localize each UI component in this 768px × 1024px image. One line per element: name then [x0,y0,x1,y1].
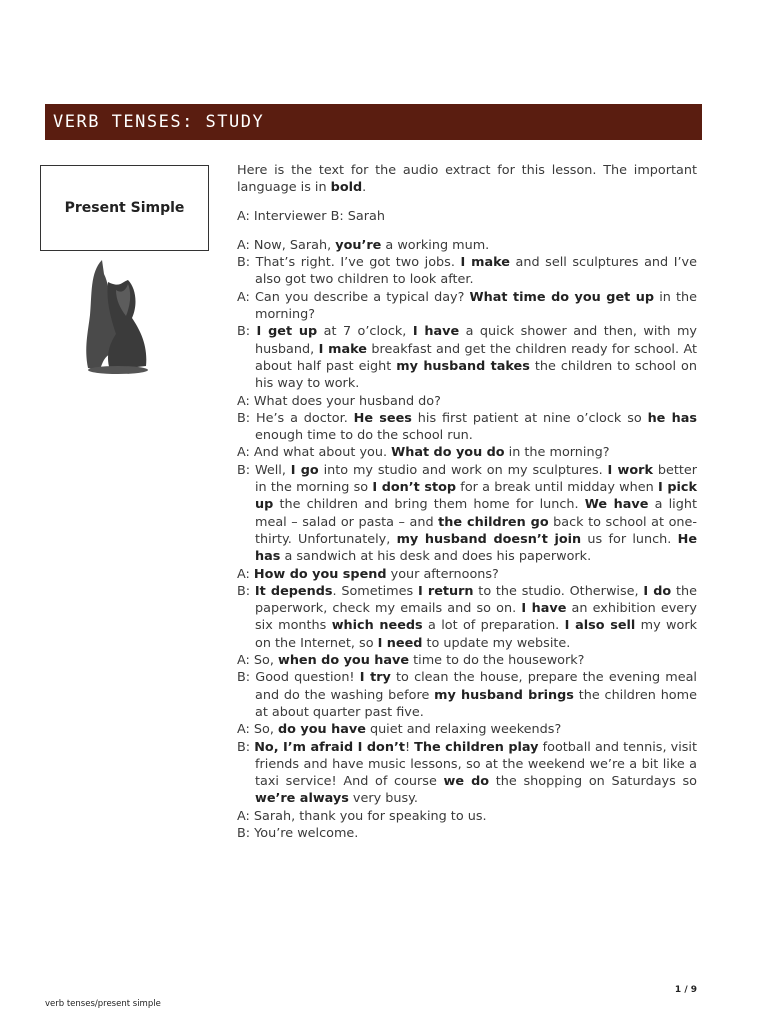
dialogue-line [237,254,697,289]
dialogue-line [237,289,697,324]
dialogue-line [237,669,697,721]
highlighted-phrase: he has [647,410,697,426]
highlighted-phrase: I make [318,341,367,357]
dialogue-text: a lot of preparation. [422,618,565,634]
dialogue-text: . Sometimes [332,583,418,599]
dialogue-text: to clean the house, prepare the evening meal and do the washing before [255,670,697,703]
highlighted-phrase: when do you have [278,653,410,669]
highlighted-phrase: No, I’m afraid I don’t [254,739,405,755]
dialogue-text: A: Now, Sarah, [237,237,336,253]
dialogue-text: A: Can you describe a typical day? [237,289,470,305]
dialogue-text: us for lunch. [581,531,678,547]
dialogue-text: A: And what about you. [237,445,392,461]
dialogue-line [237,444,697,461]
section-title: VERB TENSES: STUDY [53,112,265,132]
highlighted-phrase: We have [584,497,649,513]
highlighted-phrase: we do [443,774,490,790]
highlighted-phrase: I make [460,255,510,271]
dialogue-text: breakfast and get the children ready for school. At about half past eight [255,341,697,374]
dialogue-text: A: So, [237,722,278,738]
intro-paragraph: Here is the text for the audio extract for this lesson. The important language is in bold. [237,163,697,196]
dialogue-text: for a break until midday when [456,480,658,496]
highlighted-phrase: What time do you get up [469,289,655,305]
dialogue-text: A: Sarah, thank you for speaking to us. [237,808,487,824]
dialogue-text: a working mum. [381,237,490,253]
dialogue-text: B: [237,583,255,599]
dialogue-text: the children and bring them home for lunch. [273,497,585,513]
dialogue-text: a light meal – salad or pasta – and [255,497,697,530]
highlighted-phrase: do you have [278,722,366,738]
dialogue-text: into my studio and work on my sculptures. [318,462,608,478]
dialogue-line [237,566,697,583]
dialogue-line [237,323,697,392]
dialogue [237,237,697,842]
highlighted-phrase: I don’t stop [372,480,457,496]
dialogue-text: a quick shower and then, with my husband, [255,324,697,357]
highlighted-phrase: I pick up [255,480,698,513]
highlighted-phrase: I do [643,583,672,599]
dialogue-text: A: [237,566,254,582]
highlighted-phrase: I need [377,635,423,651]
dialogue-text: time to do the housework? [409,653,585,669]
highlighted-phrase: He has [255,531,698,565]
dialogue-text: enough time to do the school run. [255,428,473,444]
highlighted-phrase: I also sell [564,618,636,634]
topic-label: Present Simple [64,200,185,216]
dialogue-text: my work on the Internet, so [255,618,697,651]
dialogue-text: B: He’s a doctor. [237,410,354,426]
highlighted-phrase: my husband doesn’t join [396,531,582,547]
dialogue-line [237,721,697,738]
dialogue-text: the children to school on his way to work. [255,358,697,392]
highlighted-phrase: I have [412,324,460,340]
bold-keyword: bold [330,180,363,196]
dialogue-line [237,652,697,669]
dialogue-text: an exhibition every six months [255,601,697,634]
highlighted-phrase: you’re [335,237,382,253]
dialogue-text: very busy. [348,791,418,807]
highlighted-phrase: How do you spend [253,566,387,582]
lesson-transcript [237,162,697,842]
dialogue-text: the shopping on Saturdays so [489,774,697,790]
dialogue-text: a sandwich at his desk and does his paperwork. [280,549,592,565]
highlighted-phrase: I try [359,670,391,686]
highlighted-phrase: my husband takes [396,358,530,374]
speaker-legend: A: Interviewer B: Sarah [237,208,385,224]
dialogue-text: at 7 o’clock, [317,324,413,340]
highlighted-phrase: my husband brings [434,687,574,703]
dialogue-text: ! [404,739,415,755]
dialogue-text: better in the morning so [255,462,698,496]
dialogue-text: A: So, [237,653,278,669]
highlighted-phrase: I get up [256,324,318,340]
highlighted-phrase: What do you do [391,445,505,461]
dialogue-line [237,808,697,825]
sculpture-image [80,260,160,375]
page-number: 1 / 9 [674,985,697,995]
dialogue-text: in the morning? [255,289,697,323]
dialogue-line [237,237,697,254]
footer-breadcrumb: verb tenses/present simple [45,999,161,1009]
dialogue-text: football and tennis, visit friends and have music lessons, so at the weekend we’re a bit like a taxi service! And of course [255,739,697,790]
highlighted-phrase: The children play [414,739,539,755]
highlighted-phrase: I go [290,462,319,478]
highlighted-phrase: I have [521,601,567,617]
dialogue-text: B: Well, [237,462,291,478]
dialogue-line [237,462,697,566]
dialogue-line [237,825,697,842]
dialogue-text: your afternoons? [386,566,499,582]
dialogue-line [237,739,697,808]
dialogue-text: the paperwork, check my emails and so on. [255,583,697,617]
dialogue-text: and sell sculptures and I’ve also got two children to look after. [255,255,697,288]
dialogue-line [237,583,697,652]
dialogue-line [237,410,697,445]
dialogue-text: quiet and relaxing weekends? [365,722,562,738]
dialogue-text: back to school at one-thirty. Unfortunately, [255,514,697,547]
highlighted-phrase: I return [417,583,474,599]
highlighted-phrase: It depends [254,583,333,599]
highlighted-phrase: I work [607,462,653,478]
highlighted-phrase: which needs [331,618,423,634]
section-title-banner [45,104,702,140]
dialogue-text: A: What does your husband do? [237,393,441,409]
dialogue-text: in the morning? [504,445,610,461]
dialogue-text: B: You’re welcome. [237,825,359,841]
dialogue-text: B: Good question! [237,670,360,686]
dialogue-text: the children home at about quarter past five. [255,687,697,720]
highlighted-phrase: He sees [353,410,412,426]
highlighted-phrase: the children go [438,514,549,530]
dialogue-line [237,393,697,410]
dialogue-text: B: [237,324,257,340]
topic-box [40,165,209,251]
dialogue-text: B: That’s right. I’ve got two jobs. [237,255,461,271]
dialogue-text: to the studio. Otherwise, [473,583,644,599]
dialogue-text: to update my website. [422,635,571,651]
highlighted-phrase: we’re always [255,791,349,807]
dialogue-text: his first patient at nine o’clock so [411,410,648,426]
dialogue-text: B: [237,739,255,755]
